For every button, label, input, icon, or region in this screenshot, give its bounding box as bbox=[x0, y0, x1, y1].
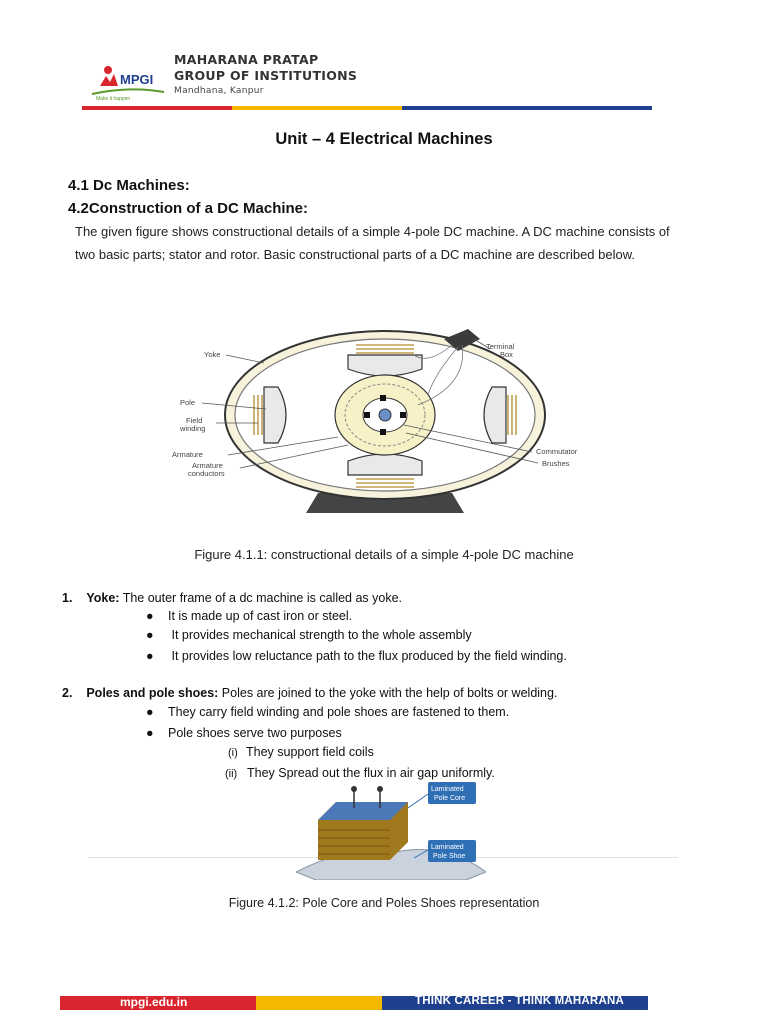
footer-band bbox=[60, 996, 648, 1010]
subitem-text: They Spread out the flux in air gap uniformly. bbox=[247, 766, 495, 780]
bullet-text: It provides low reluctance path to the flux produced by the field winding. bbox=[168, 649, 567, 663]
subitem-text: They support field coils bbox=[246, 745, 374, 759]
label-field-2: winding bbox=[180, 424, 206, 433]
label-armature: Armature bbox=[172, 450, 203, 459]
header-color-rule bbox=[82, 106, 652, 110]
callout-pole-shoe-2: Pole Shoe bbox=[433, 853, 466, 860]
bullet-poles-1: ● They carry field winding and pole shoes are fastened to them. bbox=[146, 705, 510, 719]
stud-2 bbox=[377, 786, 383, 792]
label-terminal-1: Terminal bbox=[486, 342, 515, 351]
bullet-text: Pole shoes serve two purposes bbox=[168, 726, 342, 740]
item-poles bbox=[62, 686, 557, 700]
item-poles-number: 2. bbox=[62, 686, 73, 700]
stud-1 bbox=[351, 786, 357, 792]
subitem-2 bbox=[225, 766, 495, 780]
intro-paragraph: The given figure shows constructional details of a simple 4-pole DC machine. A DC machine consists of two basic parts; stator and rotor. Basic constructional parts of a DC machine are described below. bbox=[75, 224, 670, 262]
page-title: Unit – 4 Electrical Machines bbox=[275, 130, 493, 148]
institution-header bbox=[88, 52, 358, 104]
callout-pole-shoe-1: Laminated bbox=[431, 844, 464, 851]
subitem-number: (ii) bbox=[225, 768, 238, 780]
label-yoke: Yoke bbox=[204, 350, 221, 359]
institution-location: Mandhana, Kanpur bbox=[174, 86, 264, 96]
label-brushes: Brushes bbox=[542, 459, 570, 468]
footer-slogan: THINK CAREER - THINK MAHARANA bbox=[415, 995, 624, 1007]
label-pole: Pole bbox=[180, 398, 196, 407]
item-yoke-text: The outer frame of a dc machine is called as yoke. bbox=[119, 591, 403, 605]
label-commutator: Commutator bbox=[536, 447, 578, 456]
bullet-text: It is made up of cast iron or steel. bbox=[168, 609, 353, 623]
bullet-yoke-1: ● It is made up of cast iron or steel. bbox=[146, 609, 353, 623]
logo-text: MPGI bbox=[120, 72, 154, 87]
bullet-yoke-3: ● It provides low reluctance path to the flux produced by the field winding. bbox=[146, 649, 567, 663]
callout-pole-core-1: Laminated bbox=[431, 786, 464, 793]
rule-red bbox=[82, 106, 232, 110]
bullet-text: They carry field winding and pole shoes are fastened to them. bbox=[168, 705, 510, 719]
item-poles-term: Poles and pole shoes: bbox=[86, 686, 219, 700]
label-armature-conductors-2: conductors bbox=[188, 469, 225, 478]
item-yoke bbox=[62, 591, 402, 605]
institution-name-line1: MAHARANA PRATAP bbox=[174, 52, 319, 67]
logo-tagline: Make it happen bbox=[96, 96, 131, 102]
callout-pole-core-2: Pole Core bbox=[434, 795, 466, 802]
dc-machine-diagram bbox=[168, 325, 608, 515]
shaft bbox=[379, 409, 391, 421]
label-field-1: Field bbox=[186, 416, 203, 425]
institution-name-line2: GROUP OF INSTITUTIONS bbox=[174, 68, 358, 83]
label-armature-conductors-1: Armature bbox=[192, 461, 223, 470]
label-terminal-2: Box bbox=[500, 350, 513, 359]
item-poles-text: Poles are joined to the yoke with the help of bolts or welding. bbox=[218, 686, 558, 700]
mpgi-logo bbox=[88, 56, 168, 102]
item-yoke-number: 1. bbox=[62, 591, 73, 605]
bullet-text: It provides mechanical strength to the whole assembly bbox=[168, 628, 472, 642]
subitem-1 bbox=[228, 745, 374, 759]
subitem-number: (i) bbox=[228, 747, 238, 759]
section-heading-4-2: 4.2Construction of a DC Machine: bbox=[68, 200, 309, 217]
bullet-poles-2: ● Pole shoes serve two purposes bbox=[146, 726, 342, 740]
section-heading-4-1: 4.1 Dc Machines: bbox=[68, 177, 190, 194]
footer-yellow bbox=[256, 996, 382, 1010]
rule-blue bbox=[402, 106, 652, 110]
pole-core-illustration bbox=[296, 780, 486, 880]
figure-2-caption: Figure 4.1.2: Pole Core and Poles Shoes representation bbox=[228, 896, 540, 910]
bullet-yoke-2: ● It provides mechanical strength to the whole assembly bbox=[146, 628, 472, 642]
figure-1-caption: Figure 4.1.1: constructional details of a simple 4-pole DC machine bbox=[194, 547, 574, 562]
rule-yellow bbox=[232, 106, 402, 110]
item-yoke-term: Yoke: bbox=[86, 591, 120, 605]
footer-url[interactable]: mpgi.edu.in bbox=[120, 995, 188, 1009]
